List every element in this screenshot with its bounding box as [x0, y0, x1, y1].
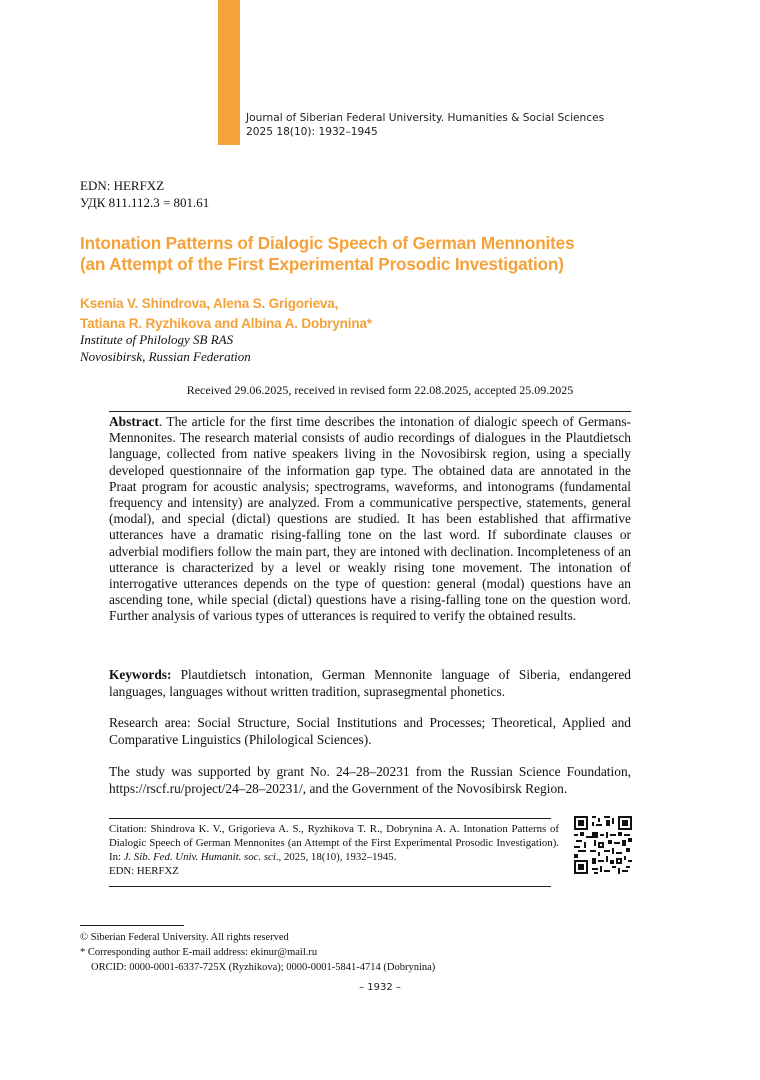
citation-top-rule: [109, 818, 551, 819]
journal-accent-bar: [218, 0, 240, 145]
citation-journal: J. Sib. Fed. Univ. Humanit. soc. sci: [123, 851, 276, 863]
citation-part-1: Citation: Shindrova K. V., Grigorieva A. S., Ryzhikova T. R., Dobrynina A. A. Intonation Patterns of Dialogic Speech of German Mennonites (an Attempt of the First Experimental Prosodic Investigation). In:: [109, 823, 559, 863]
qr-code-icon[interactable]: [574, 816, 632, 874]
orcid-note: ORCID: 0000-0001-6337-725X (Ryzhikova); 0000-0001-5841-4714 (Dobrynina): [91, 962, 436, 973]
footnotes: [80, 930, 435, 975]
citation-bottom-rule: [109, 886, 551, 887]
citation-edn: EDN: HERFXZ: [109, 865, 179, 877]
affiliation: [80, 332, 251, 365]
affiliation-city: Novosibirsk, Russian Federation: [80, 348, 251, 364]
title-line-1: Intonation Patterns of Dialogic Speech of German Mennonites: [80, 233, 575, 253]
funding-note: The study was supported by grant No. 24–28–20231 from the Russian Science Foundation, https://rscf.ru/project/24–28–20231/, and the Government of the Novosibirsk Region.: [109, 764, 631, 796]
abstract-label: Abstract: [109, 414, 159, 429]
authors: [80, 294, 372, 334]
journal-issue: 2025 18(10): 1932–1945: [246, 125, 378, 138]
journal-name: Journal of Siberian Federal University. Humanities & Social Sciences: [246, 112, 605, 124]
copyright-note: © Siberian Federal University. All rights reserved: [80, 932, 289, 943]
research-area: Research area: Social Structure, Social Institutions and Processes; Theoretical, Applied and Comparative Linguistics (Philological Sciences).: [109, 715, 631, 747]
citation-part-2: ., 2025, 18(10), 1932–1945.: [275, 851, 397, 863]
classification-codes: [80, 177, 209, 211]
keywords: [109, 666, 631, 700]
footnote-rule: [80, 925, 184, 926]
abstract-text: . The article for the first time describes the intonation of dialogic speech of Germans-Mennonites. The research material consists of audio recordings of dialogues in the Plautdietsch language, collected from native speakers living in the Novosibirsk region, using a specially developed questionnaire of the information gap type. The obtained data are annotated in the Praat program for acoustic analysis; spectrograms, waveforms, and intonograms (fundamental frequency and intensity) are analyzed. From a communicative perspective, statements, general (modal), and special (dictal) questions are studied. It has been established that affirmative utterances have a dramatic rising-falling tone on the last word. If subordinate clauses or adverbial modifiers follow the main part, they are intoned with declination. Incompleteness of an utterance is characterized by a level or weakly rising tone movement. The intonation of interrogative utterances depends on the type of question: general (modal) questions have an ascending tone, while special (dictal) questions have a rising-falling tone on the question word. Further analysis of various types of utterances is required to verify the obtained results.: [109, 414, 631, 624]
page-number: – 1932 –: [359, 982, 401, 993]
corresponding-author-note: * Corresponding author E-mail address: ekinur@mail.ru: [80, 947, 318, 958]
journal-header: [246, 112, 604, 139]
title-line-2: (an Attempt of the First Experimental Prosodic Investigation): [80, 254, 564, 274]
authors-line-1: Ksenia V. Shindrova, Alena S. Grigorieva,: [80, 296, 339, 311]
udk-code: УДК 811.112.3 = 801.61: [80, 195, 210, 210]
keywords-text: Plautdietsch intonation, German Mennonite language of Siberia, endangered languages, languages without written tradition, suprasegmental phonetics.: [109, 667, 631, 699]
article-title: [80, 233, 680, 275]
edn-code: EDN: HERFXZ: [80, 178, 165, 193]
affiliation-institute: Institute of Philology SB RAS: [80, 332, 234, 347]
keywords-label: Keywords:: [109, 667, 172, 682]
abstract-top-rule: [109, 411, 631, 412]
received-dates: Received 29.06.2025, received in revised form 22.08.2025, accepted 25.09.2025: [186, 383, 574, 397]
abstract: [109, 414, 631, 625]
citation: [109, 822, 559, 878]
authors-line-2: Tatiana R. Ryzhikova and Albina A. Dobrynina*: [80, 316, 372, 331]
